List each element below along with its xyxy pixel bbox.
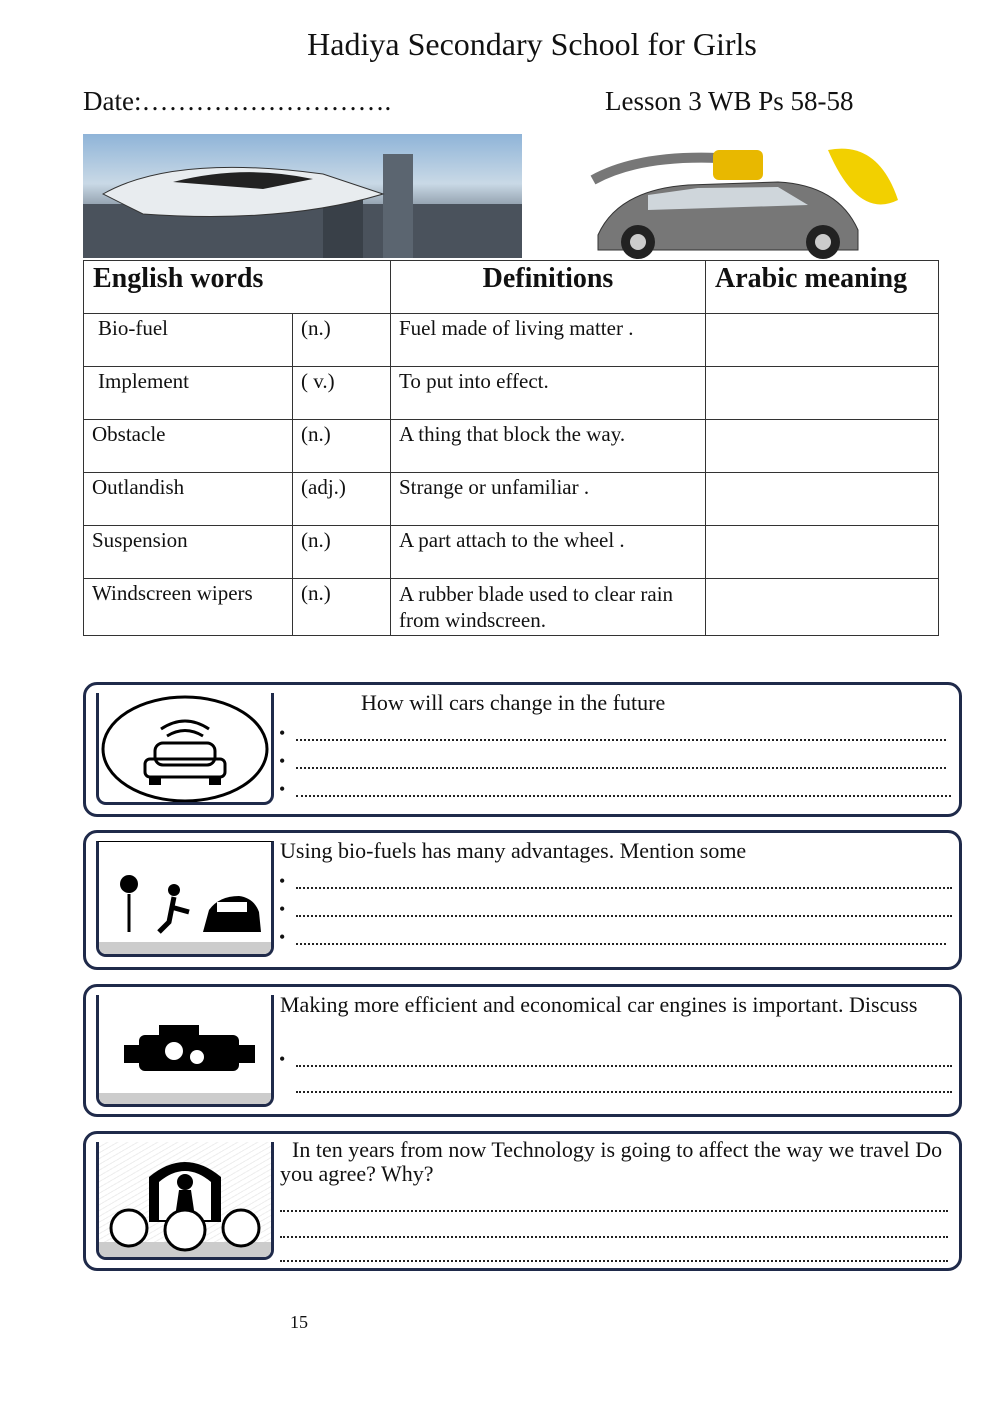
header-definitions: Definitions [391,261,706,314]
word: Windscreen wipers [84,579,293,636]
header-english-words: English words [84,261,391,314]
arabic-meaning[interactable] [706,579,939,636]
word: Outlandish [84,473,293,526]
arabic-meaning[interactable] [706,367,939,420]
part-of-speech: (n.) [293,314,391,367]
definition: A part attach to the wheel . [391,526,706,579]
arabic-meaning[interactable] [706,526,939,579]
answer-line[interactable] [296,887,952,889]
smart-car-icon [96,693,274,805]
header-arabic-meaning: Arabic meaning [706,261,939,314]
definition: A thing that block the way. [391,420,706,473]
question-box-1: How will cars change in the future • • • [83,682,962,817]
time-machine-icon [96,1142,274,1260]
answer-line[interactable] [280,1260,948,1262]
biofuel-car-image [578,140,964,260]
flying-car-image [83,134,522,258]
biofuel-icon [96,841,274,957]
word: Suspension [84,526,293,579]
question-text: How will cars change in the future [361,690,666,715]
answer-line[interactable] [296,795,951,797]
question-box-4 [83,1131,962,1271]
table-header-row [84,261,939,314]
page-number: 15 [290,1312,308,1332]
part-of-speech: (n.) [293,579,391,636]
question-text: Using bio-fuels has many advantages. Mention some [280,838,747,863]
date-field: Date:………………………. [83,86,392,116]
part-of-speech: (n.) [293,420,391,473]
part-of-speech: ( v.) [293,367,391,420]
definition: A rubber blade used to clear rain from windscreen. [391,579,706,636]
question-text: In ten years from now Technology is going to affect the way we travel Do you agree? Why? [280,1137,943,1186]
question-box-2: Using bio-fuels has many advantages. Mention some • • • [83,830,962,970]
definition: Fuel made of living matter . [391,314,706,367]
table-row [84,314,939,367]
word: Obstacle [84,420,293,473]
question-text: Making more efficient and economical car engines is important. Discuss [280,992,918,1017]
arabic-meaning[interactable] [706,314,939,367]
arabic-meaning[interactable] [706,420,939,473]
answer-line[interactable] [296,943,946,945]
definition: Strange or unfamiliar . [391,473,706,526]
answer-line[interactable] [296,915,952,917]
part-of-speech: (n.) [293,526,391,579]
question-box-3: Making more efficient and economical car engines is important. Discuss • [83,984,962,1117]
answer-line[interactable] [296,1065,952,1067]
table-row [84,420,939,473]
table-row [84,367,939,420]
part-of-speech: (adj.) [293,473,391,526]
answer-line[interactable] [296,1091,952,1093]
table-row [84,473,939,526]
arabic-meaning[interactable] [706,473,939,526]
engine-icon [96,995,274,1107]
table-row [84,526,939,579]
page-title: Hadiya Secondary School for Girls [307,26,757,62]
answer-line[interactable] [296,767,946,769]
answer-line[interactable] [296,739,946,741]
word: Implement [84,367,293,420]
word: Bio-fuel [84,314,293,367]
definition: To put into effect. [391,367,706,420]
vocabulary-table [83,260,939,636]
table-row [84,579,939,636]
answer-line[interactable] [280,1236,948,1238]
answer-line[interactable] [280,1210,948,1212]
lesson-label: Lesson 3 WB Ps 58-58 [605,86,854,116]
